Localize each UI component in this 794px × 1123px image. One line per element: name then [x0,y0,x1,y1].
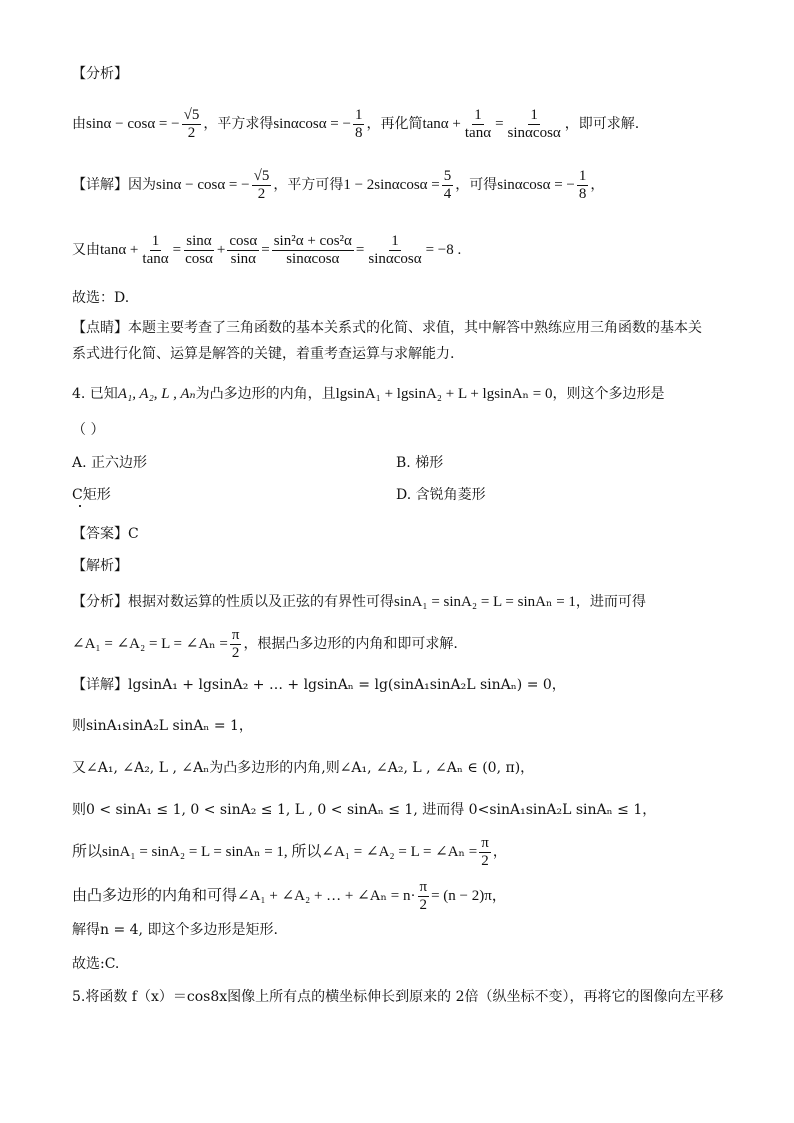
fraction [272,233,354,268]
text: ，平方可得 [273,177,344,193]
numerator: π [481,834,489,851]
numerator: π [419,878,428,895]
numerator: sin²α + cos²α [273,232,352,249]
equation: sinα − cosα = − [156,177,250,193]
equation: sinαcosα = − [497,177,575,193]
text: ， [492,844,507,860]
denominator: 2 [481,852,489,869]
equation: ∠A₁ = ∠A₂ = L = ∠Aₙ = [72,636,228,652]
detail-line-1 [72,165,604,205]
fraction [506,107,563,142]
detail-q4-5 [72,832,507,872]
equation: 由凸多边形的内角和可得∠A₁ + ∠A₂ + … + ∠Aₙ = n· [72,888,416,904]
numerator: 1 [391,232,399,249]
fraction [479,835,491,870]
text: ，即可求解. [564,116,640,132]
detail-line-2 [72,230,461,270]
q4-paren: （ ） [72,422,105,438]
numerator: √5 [183,106,200,123]
text: ，可得 [455,177,498,193]
fraction [353,107,365,142]
detail-q4-2: 则sinA₁sinA₂L sinAₙ = 1， [72,718,253,734]
text: 【分析】根据对数运算的性质以及正弦的有界性可得 [72,594,394,610]
equation: 1 − 2sinαcosα = [343,177,440,193]
equation: lgsinA₁ + lgsinA₂ + L + lgsinAₙ = 0 [335,386,553,402]
equation: = (n − 2)π， [431,888,507,904]
numerator: cosα [229,232,258,249]
equation: tanα + [422,116,461,132]
q5-stem: 5.将函数 f（x）＝cos8x图像上所有点的横坐标伸长到原来的 2倍（纵坐标不变），再将它的图像向左平移 [72,989,724,1005]
fraction [418,879,430,914]
detail-q4-7: 解得n = 4, 即这个多边形是矩形. [72,922,278,938]
numerator: 1 [530,106,538,123]
choose-d: 故选：D. [72,290,130,306]
angles: A₁, A₂, L , Aₙ [117,386,196,402]
comment-paragraph: 【点睛】本题主要考查了三角函数的基本关系式的化简、求值，其中解答中熟练应用三角函数的基本关系式进行化简、运算是解答的关键，着重考查运算与求解能力. [72,320,702,362]
numerator: 1 [354,106,363,123]
text: 4. 已知 [72,386,118,402]
detail-label: 【详解】 [72,177,128,193]
equals: = [172,242,182,258]
fraction [252,168,272,203]
denominator: cosα [185,250,213,267]
numerator: 1 [578,167,587,184]
fraction [442,168,454,203]
text: 为凸多边形的内角，且 [195,386,336,402]
answer: 【答案】C [72,526,139,542]
q4-stem [72,384,665,404]
denominator: 2 [231,644,240,661]
detail-q4-1: 【详解】lgsinA₁ + lgsinA₂ + … + lgsinAₙ = lg(sinA₁sinA₂L sinAₙ) = 0， [72,677,566,693]
choose-c: 故选:C. [72,956,120,972]
denominator: sinαcosα [286,250,340,267]
denominator: 8 [578,185,587,202]
equation: sinαcosα = − [273,116,351,132]
numerator: 1 [151,232,160,249]
analysis-q4-1 [72,592,646,612]
plus: + [216,242,226,258]
equation: tanα + [100,242,139,258]
text: 由 [72,116,86,132]
text: ， [590,177,605,193]
option-d: D. 含锐角菱形 [396,487,486,503]
denominator: 2 [257,185,266,202]
text: ，根据凸多边形的内角和即可求解. [243,636,458,652]
denominator: tanα [464,124,492,141]
text: 因为 [128,177,156,193]
denominator: 2 [187,124,196,141]
denominator: 4 [443,185,452,202]
denominator: sinαcosα [507,124,561,141]
fraction [140,233,170,268]
numerator: sinα [186,232,212,249]
numerator: 1 [474,106,482,123]
detail-q4-6 [72,876,507,916]
fraction [182,107,202,142]
fraction [577,168,589,203]
equals: = [261,242,270,258]
equals: = [355,242,365,258]
denominator: tanα [142,250,169,267]
option-a: A. 正六边形 [72,455,148,471]
equation: 所以sinA₁ = sinA₂ = L = sinAₙ = 1, 所以∠A₁ = ∠A₂ = L = ∠Aₙ = [72,844,478,860]
denominator: sinαcosα [368,250,422,267]
fraction [366,233,423,268]
equation: sinα − cosα = − [86,116,180,132]
option-b: B. 梯形 [396,455,444,471]
denominator: 2 [419,896,428,913]
equals: = [495,116,504,132]
analysis-q4-2 [72,624,458,664]
text: ，平方求得 [203,116,274,132]
text: ，再化简 [366,116,423,132]
fraction [227,233,259,268]
stray-dot [79,505,81,507]
option-c: C矩形 [72,487,111,503]
text: ，进而可得 [575,594,646,610]
fraction [183,233,215,268]
fraction [463,107,493,142]
equation: sinA₁ = sinA₂ = L = sinAₙ = 1 [394,594,576,610]
numerator: √5 [253,167,270,184]
equation: = −8 . [425,242,462,258]
explain-header: 【解析】 [72,558,128,574]
numerator: 5 [443,167,452,184]
fraction [230,627,242,662]
detail-q4-3: 又∠A₁, ∠A₂, L , ∠Aₙ为凸多边形的内角,则∠A₁, ∠A₂, L , ∠Aₙ ∈ (0, π)， [72,760,535,776]
analysis-line-1 [72,104,639,144]
denominator: 8 [354,124,363,141]
text: ，则这个多边形是 [552,386,665,402]
detail-q4-4: 则0 < sinA₁ ≤ 1, 0 < sinA₂ ≤ 1, L , 0 < sinAₙ ≤ 1, 进而得 0<sinA₁sinA₂L sinAₙ ≤ 1， [72,802,657,818]
numerator: π [231,626,240,643]
text: 又由 [72,242,100,258]
analysis-header: 【分析】 [72,66,128,82]
denominator: sinα [230,250,256,267]
